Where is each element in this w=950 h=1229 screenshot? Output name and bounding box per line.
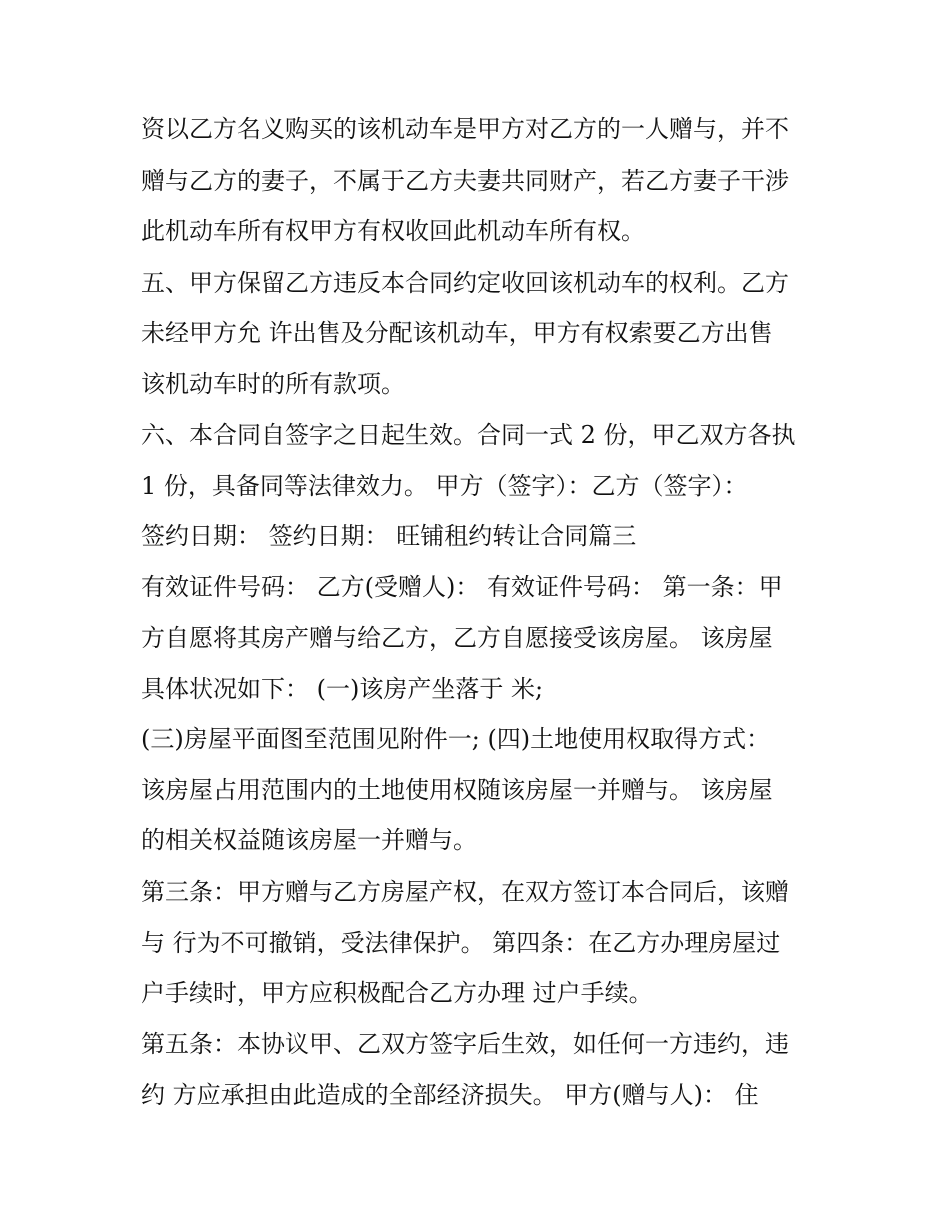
text-line-9: 签约日期： 签约日期： 旺铺租约转让合同篇三 [141, 522, 637, 550]
text-line-20: 约 方应承担由此造成的全部经济损失。 甲方(赠与人)： 住 [141, 1081, 759, 1109]
text-line-3: 此机动车所有权甲方有权收回此机动车所有权。 [141, 217, 645, 245]
text-line-2: 赠与乙方的妻子，不属于乙方夫妻共同财产，若乙方妻子干涉 [141, 167, 789, 195]
text-line-4: 五、甲方保留乙方违反本合同约定收回该机动车的权利。乙方 [141, 269, 789, 297]
text-line-14: 该房屋占用范围内的土地使用权随该房屋一并赠与。 该房屋 [141, 776, 773, 804]
text-line-16: 第三条：甲方赠与乙方房屋产权，在双方签订本合同后，该赠 [141, 878, 789, 906]
text-line-7: 六、本合同自签字之日起生效。合同一式 2 份，甲乙双方各执 [141, 421, 796, 449]
text-line-15: 的相关权益随该房屋一并赠与。 [141, 826, 477, 854]
text-line-10: 有效证件号码： 乙方(受赠人)： 有效证件号码： 第一条：甲 [141, 573, 783, 601]
text-line-13: (三)房屋平面图至范围见附件一; (四)土地使用权取得方式： [141, 725, 771, 753]
text-line-6: 该机动车时的所有款项。 [141, 370, 405, 398]
text-line-8: 1 份，具备同等法律效力。 甲方（签字）：乙方（签字）： [141, 472, 748, 500]
text-line-11: 方自愿将其房产赠与给乙方，乙方自愿接受该房屋。 该房屋 [141, 624, 773, 652]
text-line-17: 与 行为不可撤销，受法律保护。 第四条：在乙方办理房屋过 [141, 929, 781, 957]
text-line-5: 未经甲方允 许出售及分配该机动车，甲方有权索要乙方出售 [141, 319, 773, 347]
text-line-19: 第五条：本协议甲、乙双方签字后生效，如任何一方违约，违 [141, 1030, 789, 1058]
text-line-1: 资以乙方名义购买的该机动车是甲方对乙方的一人赠与，并不 [141, 115, 789, 143]
text-line-12: 具体状况如下： (一)该房产坐落于 米; [141, 675, 544, 703]
text-line-18: 户手续时，甲方应积极配合乙方办理 过户手续。 [141, 979, 653, 1007]
